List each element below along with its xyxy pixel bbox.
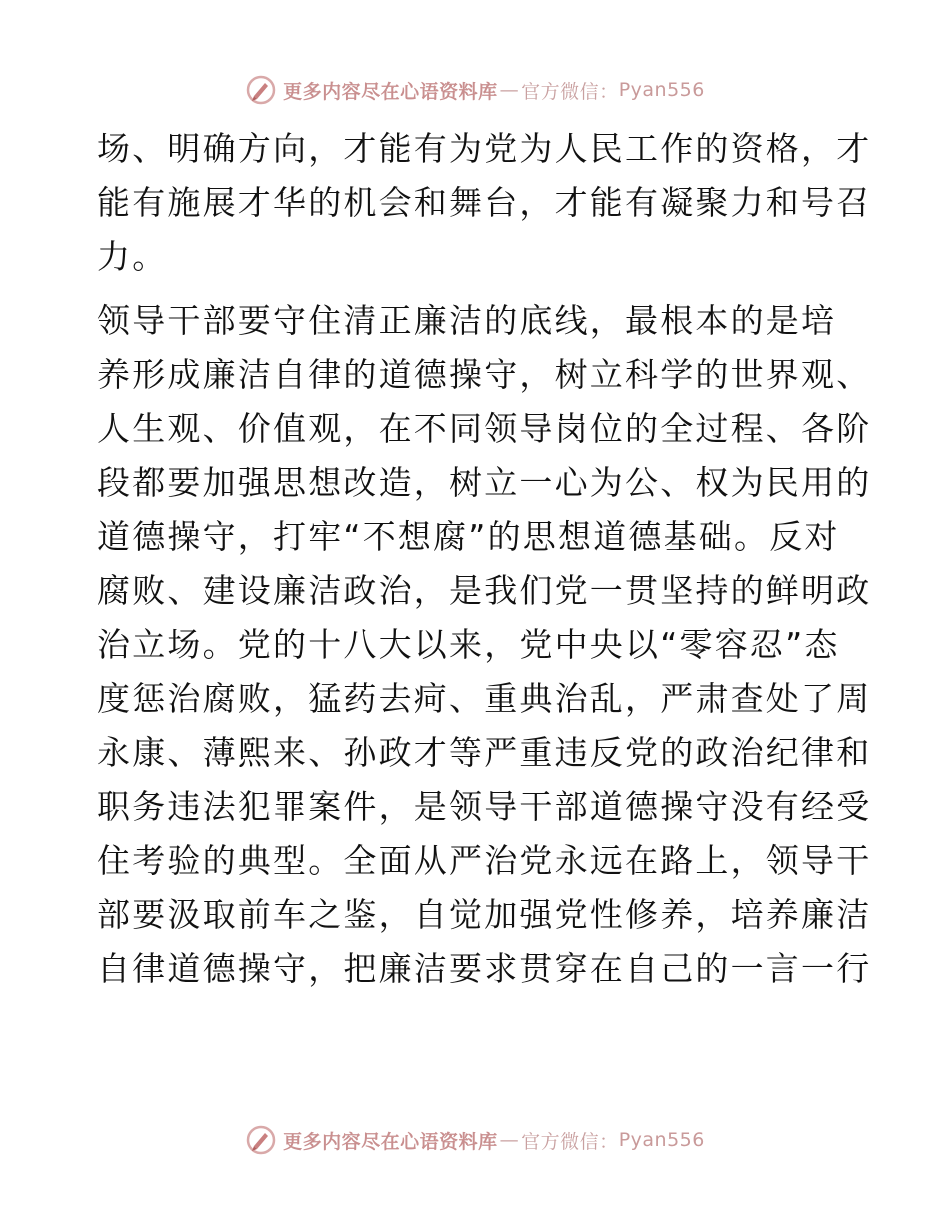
text-line: 腐败、建设廉洁政治，是我们党一贯坚持的鲜明政: [97, 571, 872, 610]
text-line: 人生观、价值观，在不同领导岗位的全过程、各阶: [97, 409, 872, 448]
watermark-separator: —: [499, 79, 520, 101]
text-line: 部要汲取前车之鉴，自觉加强党性修养，培养廉洁: [97, 895, 872, 934]
text-line: 能有施展才华的机会和舞台，才能有凝聚力和号召: [97, 183, 872, 222]
watermark-wechat-id: Pyan556: [618, 79, 705, 101]
text-line: 场、明确方向，才能有为党为人民工作的资格，才: [97, 129, 872, 168]
paragraph-gap: [97, 284, 857, 294]
text-line: 自律道德操守，把廉洁要求贯穿在自己的一言一行: [97, 949, 872, 988]
text-line: 段都要加强思想改造，树立一心为公、权为民用的: [97, 463, 872, 502]
text-line: 养形成廉洁自律的道德操守，树立科学的世界观、: [97, 355, 872, 394]
header-watermark: [0, 70, 950, 110]
pen-logo-icon: [245, 74, 277, 106]
text-line: 永康、薄熙来、孙政才等严重违反党的政治纪律和: [97, 733, 872, 772]
watermark-wechat-label: 官方微信：: [521, 1130, 619, 1153]
watermark-wechat-label: 官方微信：: [521, 80, 619, 103]
text-line: 领导干部要守住清正廉洁的底线，最根本的是培: [97, 301, 837, 340]
watermark-brand: 更多内容尽在心语资料库: [283, 1130, 498, 1153]
body-text: [97, 122, 872, 996]
text-line: 职务违法犯罪案件，是领导干部道德操守没有经受: [97, 787, 872, 826]
watermark-wechat-id: Pyan556: [618, 1129, 705, 1151]
text-line: 道德操守，打牢“不想腐”的思想道德基础。反对: [97, 517, 840, 556]
text-line: 住考验的典型。全面从严治党永远在路上，领导干: [97, 841, 872, 880]
text-line: 力。: [97, 237, 168, 276]
watermark-brand: 更多内容尽在心语资料库: [283, 80, 498, 103]
footer-watermark: [0, 1120, 950, 1160]
text-line: 治立场。党的十八大以来，党中央以“零容忍”态: [97, 625, 840, 664]
text-line: 度惩治腐败，猛药去疴、重典治乱，严肃查处了周: [97, 679, 872, 718]
pen-logo-icon: [245, 1124, 277, 1156]
watermark-separator: —: [499, 1129, 520, 1151]
